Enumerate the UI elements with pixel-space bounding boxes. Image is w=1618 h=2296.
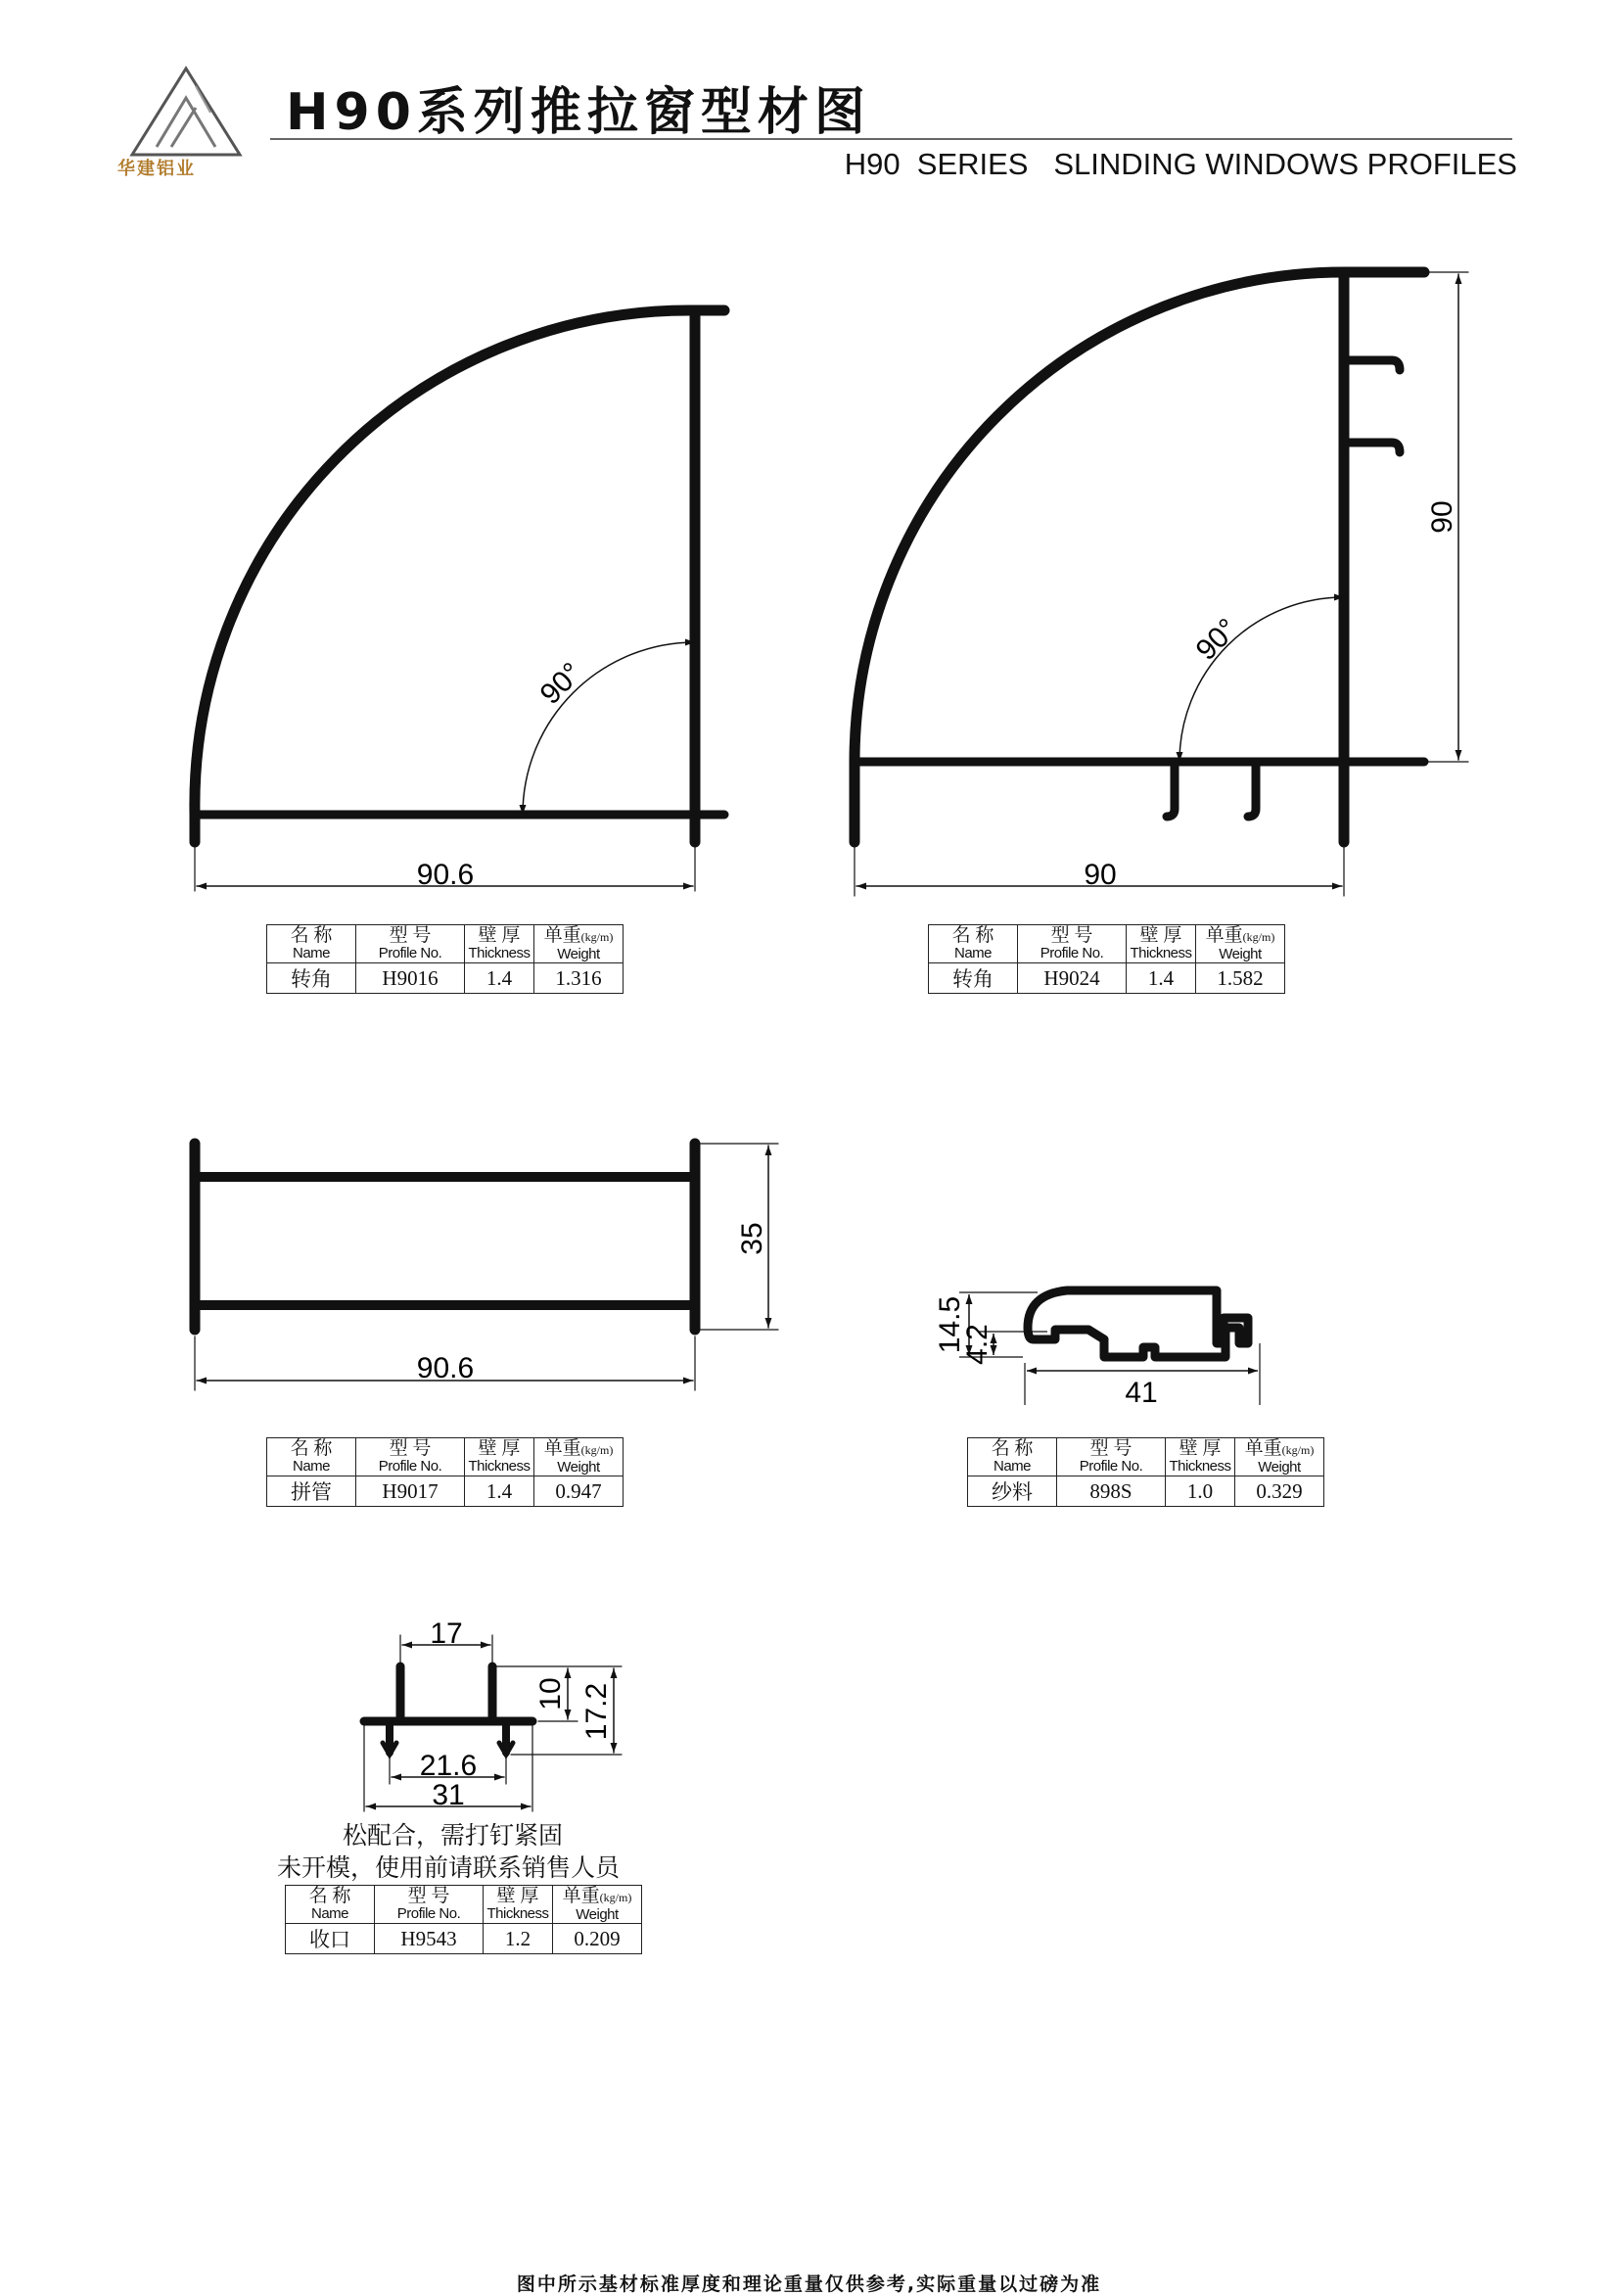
898s-width-dim: 41 <box>1125 1377 1158 1409</box>
h9543-width-dim: 31 <box>432 1779 465 1811</box>
profile-h9024-drawing <box>855 272 1468 896</box>
cell-thickness: 1.4 <box>1127 963 1196 994</box>
profile-h9016-drawing <box>195 310 724 891</box>
spec-table-h9017: 名 称 Name 型 号 Profile No. 壁 厚 Thickness 单重(kg/m) Weight 拼管 H9017 1.4 0.947 <box>266 1437 624 1507</box>
h9543-depth-dim: 10 <box>534 1677 567 1710</box>
h9024-angle-dim: 90° <box>1189 612 1244 667</box>
cell-thickness: 1.0 <box>1166 1476 1235 1507</box>
company-logo-icon <box>132 69 240 155</box>
cell-name: 纱料 <box>968 1476 1057 1507</box>
cell-thickness: 1.4 <box>465 1476 534 1507</box>
898s-inner-dim: 4.2 <box>961 1324 994 1365</box>
spec-table-h9024: 名 称 Name 型 号 Profile No. 壁 厚 Thickness 单重(kg/m) Weight 转角 H9024 1.4 1.582 <box>928 924 1285 994</box>
h9024-width-dim: 90 <box>1084 859 1117 891</box>
note-line-1: 松配合，需打钉紧固 <box>343 1821 564 1850</box>
cell-profile-no: H9016 <box>356 963 465 994</box>
note-line-2: 未开模，使用前请联系销售人员 <box>277 1853 621 1882</box>
page-subtitle: H90 SERIES SLINDING WINDOWS PROFILES <box>844 147 1517 181</box>
h9543-height-dim: 17.2 <box>580 1682 613 1741</box>
spec-table-h9016: 名 称 Name 型 号 Profile No. 壁 厚 Thickness 单重(kg/m) Weight 转角 H9016 1.4 1.316 <box>266 924 624 994</box>
cell-weight: 0.329 <box>1235 1476 1324 1507</box>
h9017-width-dim: 90.6 <box>416 1352 475 1384</box>
cell-profile-no: H9543 <box>375 1924 484 1954</box>
h9543-top-dim: 17 <box>430 1617 463 1650</box>
cell-profile-no: 898S <box>1057 1476 1166 1507</box>
page-title: H90系列推拉窗型材图 <box>286 83 871 142</box>
h9017-height-dim: 35 <box>736 1222 768 1255</box>
cell-name: 收口 <box>286 1924 375 1954</box>
profile-h9017-drawing <box>195 1144 778 1390</box>
cell-thickness: 1.2 <box>484 1924 553 1954</box>
cell-thickness: 1.4 <box>465 963 534 994</box>
h9024-height-dim: 90 <box>1426 500 1458 534</box>
cell-name: 转角 <box>929 963 1018 994</box>
footer-disclaimer: 图中所示基材标准厚度和理论重量仅供参考,实际重量以过磅为准 <box>516 2273 1102 2295</box>
898s-height-dim: 14.5 <box>934 1295 966 1354</box>
cell-weight: 0.209 <box>553 1924 642 1954</box>
cell-profile-no: H9024 <box>1018 963 1127 994</box>
logo-text: 华建铝业 <box>117 159 196 179</box>
h9543-inner-dim: 21.6 <box>419 1750 478 1782</box>
spec-table-h9543: 名 称 Name 型 号 Profile No. 壁 厚 Thickness 单重(kg/m) Weight 收口 H9543 1.2 0.209 <box>285 1885 642 1954</box>
cell-weight: 1.582 <box>1196 963 1285 994</box>
h9016-width-dim: 90.6 <box>416 859 475 891</box>
h9016-angle-dim: 90° <box>533 656 588 711</box>
cell-name: 转角 <box>267 963 356 994</box>
profile-898s-drawing <box>959 1290 1260 1405</box>
cell-profile-no: H9017 <box>356 1476 465 1507</box>
cell-weight: 0.947 <box>534 1476 624 1507</box>
cell-name: 拼管 <box>267 1476 356 1507</box>
cell-weight: 1.316 <box>534 963 624 994</box>
spec-table-898s: 名 称 Name 型 号 Profile No. 壁 厚 Thickness 单重(kg/m) Weight 纱料 898S 1.0 0.329 <box>967 1437 1324 1507</box>
